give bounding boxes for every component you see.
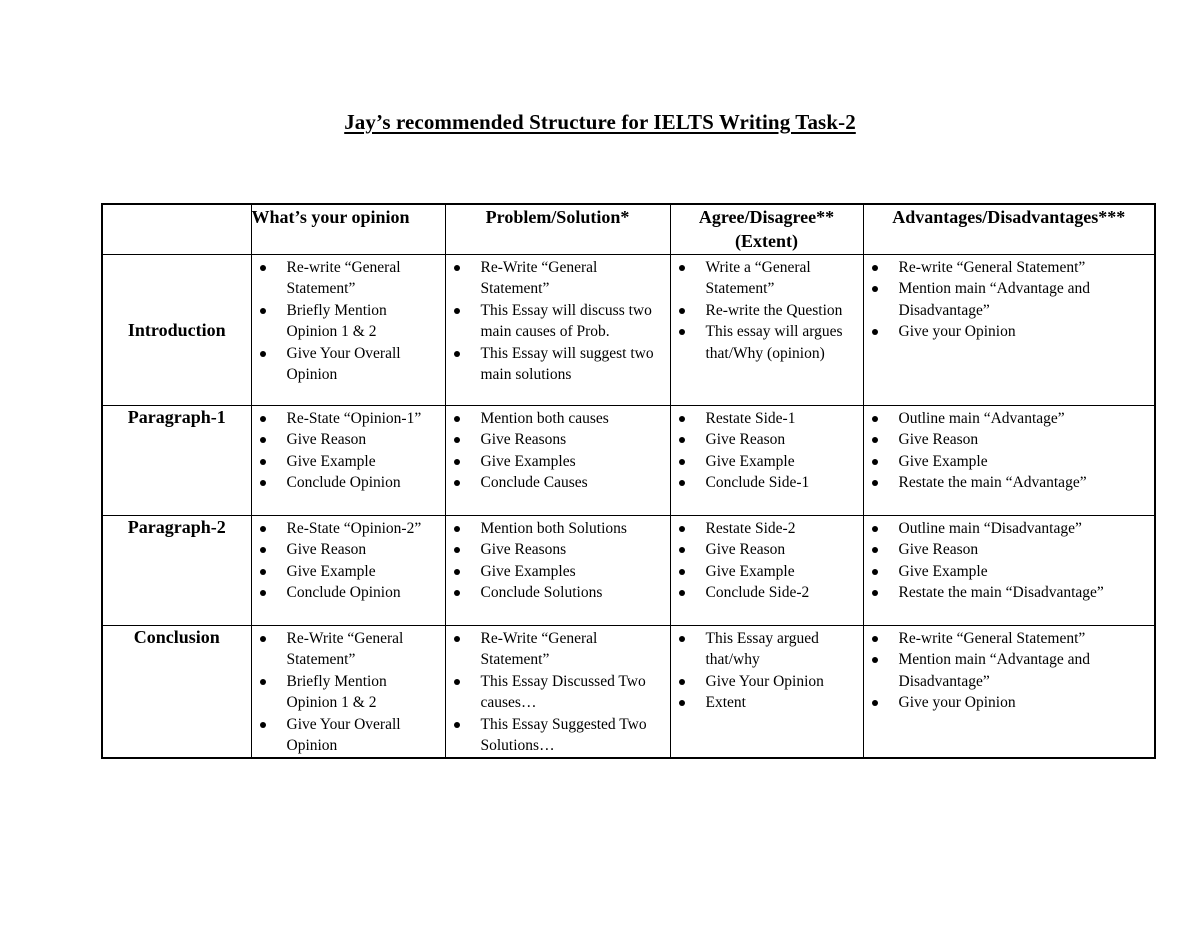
list-item [671,257,859,300]
list-item [446,714,666,757]
bullet-icon [260,416,266,422]
bullet-icon [872,437,878,443]
list-item [446,343,666,386]
table-row-paragraph-1 [102,405,1155,515]
cell-conclusion-opinion [251,625,445,758]
bullet-icon [679,526,685,532]
bullet-icon [679,308,685,314]
list-item [446,451,666,473]
bullet-icon [260,459,266,465]
list-item-text: Extent [705,694,746,711]
list-item [252,671,441,714]
bullet-icon [872,265,878,271]
list-item-text: Re-write “General Statement” [286,258,401,297]
cell-introduction-opinion [251,254,445,405]
list-item [252,628,441,671]
bullet-list [864,255,1155,343]
list-item-text: Restate Side-1 [705,409,796,427]
list-item [671,518,859,540]
list-item-text: Conclude Causes [480,474,588,491]
bullet-icon [679,547,685,553]
list-item [864,692,1151,714]
cell-introduction-advantages-disadvantages [863,254,1155,405]
row-header-paragraph-1: Paragraph-1 [102,405,251,515]
bullet-icon [454,459,460,465]
list-item [252,451,441,473]
bullet-icon [872,590,878,596]
list-item [446,628,666,671]
bullet-icon [679,459,685,465]
bullet-list [671,255,863,365]
list-item-text: Give Example [705,452,795,470]
cell-introduction-agree-disagree [670,254,863,405]
bullet-icon [260,526,266,532]
bullet-icon [260,722,266,728]
list-item [252,343,441,386]
list-item [446,408,666,430]
list-item [671,451,859,473]
bullet-icon [454,722,460,728]
bullet-list [252,516,445,604]
cell-paragraph-1-advantages-disadvantages [863,405,1155,515]
bullet-list [252,406,445,494]
list-item-text: Give Examples [480,562,576,580]
list-item [864,472,1151,494]
list-item [446,671,666,714]
list-item [446,561,666,583]
list-item-text: Mention main “Advantage and Disadvantage” [898,651,1091,690]
table-row-conclusion [102,625,1155,758]
structure-table [101,203,1156,759]
row-header-paragraph-2: Paragraph-2 [102,515,251,625]
bullet-list [252,255,445,386]
bullet-icon [260,569,266,575]
bullet-icon [679,590,685,596]
list-item-text: Mention both Solutions [480,519,627,537]
list-item-text: Give your Opinion [898,323,1016,340]
list-item-text: Re-Write “General Statement” [286,629,404,668]
bullet-icon [260,679,266,685]
list-item [252,561,441,583]
cell-conclusion-advantages-disadvantages [863,625,1155,758]
row-header-introduction: Introduction [102,254,251,405]
bullet-icon [260,265,266,271]
list-item [864,561,1151,583]
bullet-list [671,626,863,714]
bullet-list [446,255,670,386]
column-header-problem-solution: Problem/Solution* [445,204,670,254]
cell-paragraph-2-agree-disagree [670,515,863,625]
bullet-icon [454,308,460,314]
cell-paragraph-2-problem-solution [445,515,670,625]
list-item-text: Give Example [705,562,795,580]
list-item [671,582,859,604]
list-item [864,278,1151,321]
list-item [252,429,441,451]
bullet-icon [454,569,460,575]
bullet-list [252,626,445,757]
bullet-icon [679,636,685,642]
list-item [252,472,441,494]
bullet-icon [872,569,878,575]
bullet-icon [260,437,266,443]
bullet-icon [679,437,685,443]
bullet-icon [872,286,878,292]
cell-conclusion-problem-solution [445,625,670,758]
list-item-text: Conclude Opinion [286,474,401,491]
bullet-list [446,406,670,494]
list-item-text: Outline main “Disadvantage” [898,519,1082,537]
list-item-text: This Essay will suggest two main solutions [480,344,654,383]
list-item [864,429,1151,451]
list-item-text: Re-write the Question [705,301,843,319]
list-item [446,539,666,561]
bullet-list [671,516,863,604]
list-item-text: Give Reason [705,541,786,558]
list-item [671,429,859,451]
bullet-icon [872,329,878,335]
list-item-text: Re-State “Opinion-1” [286,409,422,427]
list-item [671,692,859,714]
list-item-text: Mention main “Advantage and Disadvantage” [898,280,1091,319]
bullet-icon [260,636,266,642]
list-item [671,628,859,671]
list-item-text: Give Reason [286,431,367,448]
list-item-text: This Essay Discussed Two causes… [480,672,646,711]
list-item [864,408,1151,430]
list-item [671,539,859,561]
bullet-list [864,406,1155,494]
list-item-text: Conclude Side-2 [705,584,810,601]
bullet-list [446,626,670,757]
list-item [446,257,666,300]
bullet-icon [454,416,460,422]
list-item [252,539,441,561]
list-item [252,408,441,430]
list-item [864,257,1151,279]
list-item-text: Give Examples [480,452,576,470]
bullet-list [446,516,670,604]
list-item [252,257,441,300]
list-item-text: Give Reasons [480,431,567,448]
bullet-icon [260,480,266,486]
list-item [864,628,1151,650]
bullet-icon [454,590,460,596]
list-item-text: Give Reason [898,431,979,448]
cell-paragraph-2-advantages-disadvantages [863,515,1155,625]
list-item [864,649,1151,692]
page-title: Jay’s recommended Structure for IELTS Writing Task-2 [344,110,856,134]
bullet-list [864,626,1155,714]
bullet-icon [454,480,460,486]
bullet-icon [260,308,266,314]
bullet-icon [454,547,460,553]
list-item-text: Give Reason [286,541,367,558]
cell-paragraph-1-problem-solution [445,405,670,515]
list-item-text: Give Reason [705,431,786,448]
list-item-text: Re-write “General Statement” [898,629,1086,647]
cell-paragraph-1-agree-disagree [670,405,863,515]
bullet-icon [872,700,878,706]
bullet-icon [872,547,878,553]
list-item [671,671,859,693]
list-item [671,321,859,364]
bullet-icon [679,679,685,685]
bullet-icon [872,416,878,422]
bullet-icon [872,459,878,465]
table-row-introduction [102,254,1155,405]
list-item-text: Give Your Overall Opinion [286,715,401,754]
bullet-icon [260,590,266,596]
bullet-icon [679,265,685,271]
list-item [864,582,1151,604]
list-item [446,518,666,540]
cell-paragraph-2-opinion [251,515,445,625]
bullet-icon [679,569,685,575]
column-header-agree-disagree: Agree/Disagree** (Extent) [670,204,863,254]
list-item-text: Give your Opinion [898,694,1016,711]
list-item-text: This Essay will discuss two main causes of Prob. [480,301,652,340]
list-item-text: Restate Side-2 [705,519,796,537]
header-corner-cell [102,204,251,254]
bullet-icon [679,329,685,335]
list-item-text: This Essay Suggested Two Solutions… [480,715,647,754]
list-item-text: Give Reasons [480,541,567,558]
bullet-icon [454,351,460,357]
list-item-text: Give Your Overall Opinion [286,344,401,383]
list-item [864,539,1151,561]
list-item-text: Write a “General Statement” [705,258,811,297]
list-item [252,714,441,757]
bullet-list [864,516,1155,604]
column-header-opinion: What’s your opinion [251,204,445,254]
bullet-icon [872,526,878,532]
list-item [252,300,441,343]
bullet-icon [679,480,685,486]
list-item-text: Conclude Side-1 [705,474,810,491]
bullet-icon [260,547,266,553]
list-item-text: Mention both causes [480,409,609,427]
list-item-text: Give Reason [898,541,979,558]
list-item-text: Re-write “General Statement” [898,258,1086,276]
row-header-conclusion: Conclusion [102,625,251,758]
bullet-icon [679,700,685,706]
list-item [864,451,1151,473]
list-item-text: Briefly Mention Opinion 1 & 2 [286,672,387,711]
list-item-text: Conclude Opinion [286,584,401,601]
list-item-text: Outline main “Advantage” [898,409,1065,427]
list-item-text: Give Example [286,562,376,580]
list-item [446,582,666,604]
list-item [252,582,441,604]
list-item-text: This Essay argued that/why [705,629,819,668]
list-item-text: Restate the main “Advantage” [898,474,1087,491]
list-item-text: Briefly Mention Opinion 1 & 2 [286,301,387,340]
bullet-icon [454,636,460,642]
bullet-icon [454,265,460,271]
list-item [671,561,859,583]
list-item [671,300,859,322]
list-item-text: Re-Write “General Statement” [480,629,598,668]
table-row-paragraph-2 [102,515,1155,625]
bullet-icon [872,657,878,663]
bullet-icon [872,636,878,642]
list-item [864,321,1151,343]
list-item-text: Give Example [286,452,376,470]
list-item [446,472,666,494]
list-item [864,518,1151,540]
list-item-text: Re-Write “General Statement” [480,258,598,297]
list-item-text: Give Example [898,452,988,470]
bullet-list [671,406,863,494]
bullet-icon [260,351,266,357]
list-item [252,518,441,540]
list-item [446,429,666,451]
bullet-icon [454,526,460,532]
column-header-advantages-disadvantages: Advantages/Disadvantages*** [863,204,1155,254]
bullet-icon [872,480,878,486]
list-item-text: Restate the main “Disadvantage” [898,584,1104,601]
cell-introduction-problem-solution [445,254,670,405]
list-item [671,408,859,430]
list-item-text: This essay will argues that/Why (opinion) [705,323,843,362]
bullet-icon [454,437,460,443]
list-item-text: Conclude Solutions [480,584,603,601]
list-item-text: Re-State “Opinion-2” [286,519,422,537]
table-header-row [102,204,1155,254]
list-item [671,472,859,494]
bullet-icon [454,679,460,685]
list-item [446,300,666,343]
list-item-text: Give Example [898,562,988,580]
cell-conclusion-agree-disagree [670,625,863,758]
list-item-text: Give Your Opinion [705,672,824,690]
cell-paragraph-1-opinion [251,405,445,515]
bullet-icon [679,416,685,422]
